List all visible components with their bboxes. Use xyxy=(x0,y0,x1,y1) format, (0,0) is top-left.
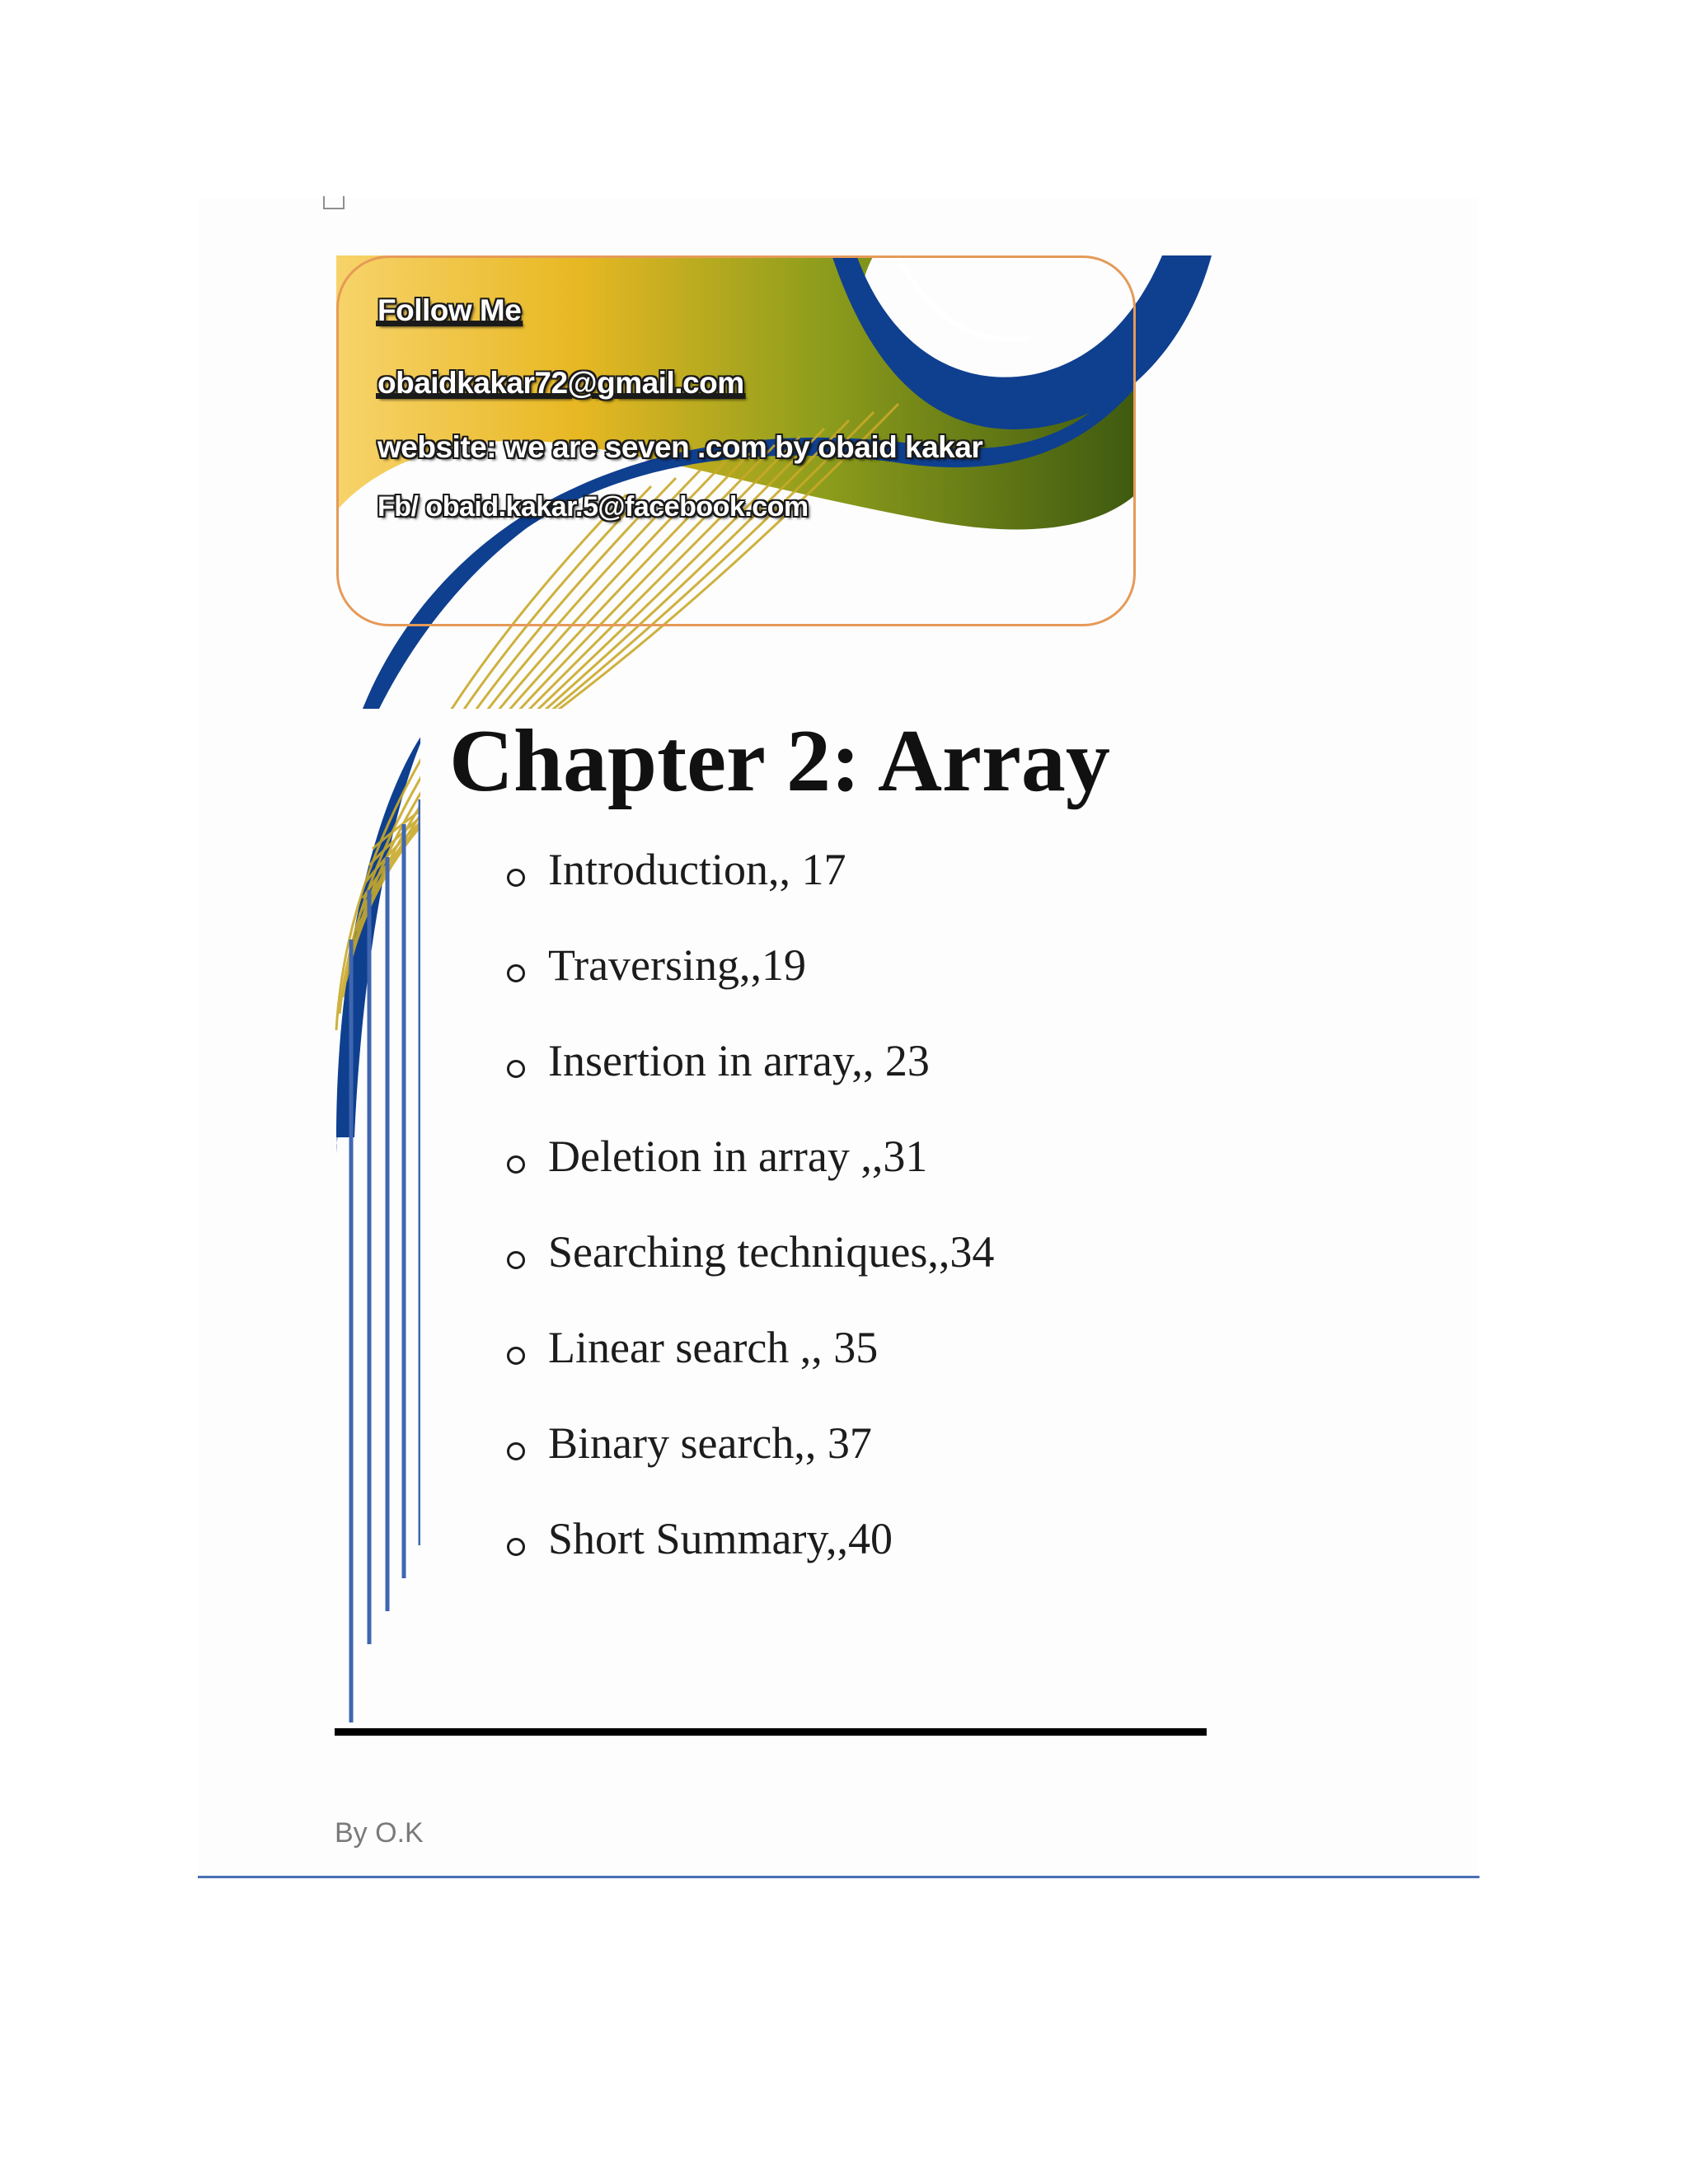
bullet-circle-icon xyxy=(507,1347,525,1365)
toc-item-label: Searching techniques,,34 xyxy=(548,1227,995,1277)
toc-item xyxy=(507,940,994,1035)
bullet-circle-icon xyxy=(507,1060,525,1078)
toc-item xyxy=(507,1418,994,1513)
footer-author: By O.K xyxy=(335,1817,424,1849)
bullet-circle-icon xyxy=(507,1442,525,1460)
email-link[interactable]: obaidkakar72@gmail.com xyxy=(377,366,744,400)
toc-item-label: Deletion in array ,,31 xyxy=(548,1132,928,1181)
toc-item xyxy=(507,1322,994,1418)
bullet-circle-icon xyxy=(507,1251,525,1269)
toc-item xyxy=(507,1226,994,1322)
toc-item-label: Introduction,, 17 xyxy=(548,845,846,894)
toc-item-label: Linear search ,, 35 xyxy=(548,1323,879,1372)
follow-me-label: Follow Me xyxy=(377,293,522,327)
bullet-circle-icon xyxy=(507,964,525,982)
toc-item-label: Short Summary,,40 xyxy=(548,1514,893,1563)
facebook-link[interactable]: Fb/ obaid.kakar.5@facebook.com xyxy=(377,491,809,523)
table-of-contents xyxy=(507,844,994,1609)
website-text: website: we are seven .com by obaid kakar xyxy=(377,430,983,464)
toc-item-label: Traversing,,19 xyxy=(548,940,807,990)
bullet-circle-icon xyxy=(507,1538,525,1556)
bullet-circle-icon xyxy=(507,1155,525,1174)
toc-item xyxy=(507,1513,994,1609)
horizontal-rule xyxy=(335,1728,1207,1736)
toc-item-label: Insertion in array,, 23 xyxy=(548,1036,930,1085)
footer-divider xyxy=(198,1876,1479,1878)
toc-item-label: Binary search,, 37 xyxy=(548,1418,872,1468)
bullet-circle-icon xyxy=(507,869,525,887)
toc-item xyxy=(507,1131,994,1226)
toc-item xyxy=(507,1035,994,1131)
toc-item xyxy=(507,844,994,940)
chapter-title: Chapter 2: Array xyxy=(449,712,1110,810)
